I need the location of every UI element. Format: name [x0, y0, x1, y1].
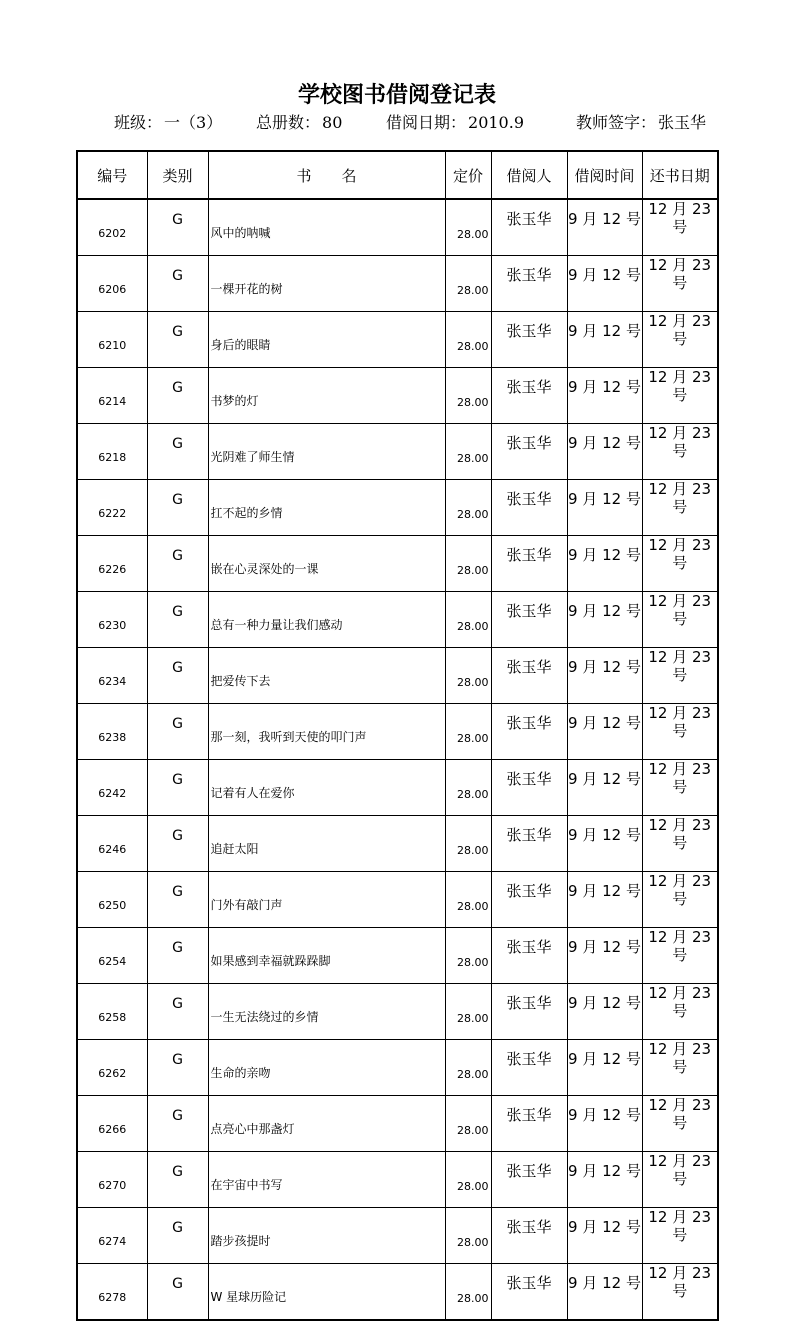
- book-id: 6226: [77, 536, 147, 592]
- book-title: 那一刻，我听到天使的叩门声: [208, 704, 445, 760]
- table-row: [77, 928, 718, 984]
- borrower-name: 张玉华: [491, 1208, 567, 1264]
- header-book-title: 书 名: [208, 151, 445, 199]
- book-title: 风中的呐喊: [208, 199, 445, 256]
- borrower-name: 张玉华: [491, 928, 567, 984]
- book-price: 28.00: [445, 256, 491, 312]
- table-row: [77, 648, 718, 704]
- book-id: 6246: [77, 816, 147, 872]
- return-date: 12 月 23 号: [642, 1096, 718, 1152]
- book-category: G: [147, 1040, 208, 1096]
- table-row: [77, 199, 718, 256]
- book-title: 一棵开花的树: [208, 256, 445, 312]
- table-row: [77, 536, 718, 592]
- book-id: 6250: [77, 872, 147, 928]
- book-price: 28.00: [445, 1208, 491, 1264]
- book-price: 28.00: [445, 368, 491, 424]
- book-price: 28.00: [445, 704, 491, 760]
- return-date: 12 月 23 号: [642, 424, 718, 480]
- book-price: 28.00: [445, 199, 491, 256]
- return-date: 12 月 23 号: [642, 312, 718, 368]
- borrow-time: 9 月 12 号: [567, 256, 642, 312]
- book-title: 记着有人在爱你: [208, 760, 445, 816]
- count-value: 80: [322, 113, 343, 132]
- return-date: 12 月 23 号: [642, 760, 718, 816]
- book-price: 28.00: [445, 760, 491, 816]
- header-borrow-time: 借阅时间: [567, 151, 642, 199]
- table-row: [77, 368, 718, 424]
- borrower-name: 张玉华: [491, 592, 567, 648]
- borrow-time: 9 月 12 号: [567, 312, 642, 368]
- borrower-name: 张玉华: [491, 1040, 567, 1096]
- book-id: 6242: [77, 760, 147, 816]
- book-title: 把爱传下去: [208, 648, 445, 704]
- book-category: G: [147, 872, 208, 928]
- book-price: 28.00: [445, 536, 491, 592]
- table-row: [77, 592, 718, 648]
- borrower-name: 张玉华: [491, 1152, 567, 1208]
- return-date: 12 月 23 号: [642, 1152, 718, 1208]
- borrower-name: 张玉华: [491, 480, 567, 536]
- book-title: 身后的眼睛: [208, 312, 445, 368]
- book-id: 6278: [77, 1264, 147, 1321]
- borrower-name: 张玉华: [491, 872, 567, 928]
- book-id: 6206: [77, 256, 147, 312]
- book-id: 6210: [77, 312, 147, 368]
- book-price: 28.00: [445, 872, 491, 928]
- book-price: 28.00: [445, 480, 491, 536]
- book-id: 6262: [77, 1040, 147, 1096]
- return-date: 12 月 23 号: [642, 928, 718, 984]
- book-category: G: [147, 312, 208, 368]
- table-row: [77, 312, 718, 368]
- book-price: 28.00: [445, 592, 491, 648]
- book-id: 6218: [77, 424, 147, 480]
- borrow-time: 9 月 12 号: [567, 199, 642, 256]
- book-title: 生命的亲吻: [208, 1040, 445, 1096]
- return-date: 12 月 23 号: [642, 704, 718, 760]
- book-price: 28.00: [445, 1152, 491, 1208]
- book-title: 光阴难了师生情: [208, 424, 445, 480]
- table-row: [77, 1152, 718, 1208]
- borrow-register-table: [76, 150, 719, 1321]
- borrow-time: 9 月 12 号: [567, 1040, 642, 1096]
- borrow-time: 9 月 12 号: [567, 480, 642, 536]
- table-row: [77, 984, 718, 1040]
- book-price: 28.00: [445, 928, 491, 984]
- borrow-time: 9 月 12 号: [567, 1264, 642, 1321]
- borrow-time: 9 月 12 号: [567, 760, 642, 816]
- borrower-name: 张玉华: [491, 312, 567, 368]
- book-category: G: [147, 480, 208, 536]
- return-date: 12 月 23 号: [642, 480, 718, 536]
- book-id: 6214: [77, 368, 147, 424]
- book-title: 总有一种力量让我们感动: [208, 592, 445, 648]
- borrower-name: 张玉华: [491, 1096, 567, 1152]
- book-category: G: [147, 816, 208, 872]
- return-date: 12 月 23 号: [642, 648, 718, 704]
- borrow-time: 9 月 12 号: [567, 368, 642, 424]
- date-info: [386, 110, 524, 133]
- borrower-name: 张玉华: [491, 1264, 567, 1321]
- book-id: 6202: [77, 199, 147, 256]
- book-title: 书梦的灯: [208, 368, 445, 424]
- borrow-time: 9 月 12 号: [567, 592, 642, 648]
- book-category: G: [147, 984, 208, 1040]
- borrower-name: 张玉华: [491, 816, 567, 872]
- book-category: G: [147, 1208, 208, 1264]
- book-title: 追赶太阳: [208, 816, 445, 872]
- borrower-name: 张玉华: [491, 760, 567, 816]
- table-row: [77, 424, 718, 480]
- book-category: G: [147, 424, 208, 480]
- book-id: 6266: [77, 1096, 147, 1152]
- borrow-time: 9 月 12 号: [567, 536, 642, 592]
- table-header-row: [77, 151, 718, 199]
- borrower-name: 张玉华: [491, 648, 567, 704]
- return-date: 12 月 23 号: [642, 368, 718, 424]
- return-date: 12 月 23 号: [642, 536, 718, 592]
- book-price: 28.00: [445, 312, 491, 368]
- return-date: 12 月 23 号: [642, 199, 718, 256]
- book-id: 6238: [77, 704, 147, 760]
- book-title: 嵌在心灵深处的一课: [208, 536, 445, 592]
- table-row: [77, 704, 718, 760]
- borrow-time: 9 月 12 号: [567, 1152, 642, 1208]
- table-row: [77, 872, 718, 928]
- book-category: G: [147, 760, 208, 816]
- book-title: 一生无法绕过的乡情: [208, 984, 445, 1040]
- borrow-time: 9 月 12 号: [567, 1208, 642, 1264]
- borrow-time: 9 月 12 号: [567, 1096, 642, 1152]
- book-category: G: [147, 1152, 208, 1208]
- borrow-time: 9 月 12 号: [567, 816, 642, 872]
- book-title: 如果感到幸福就跺跺脚: [208, 928, 445, 984]
- return-date: 12 月 23 号: [642, 1208, 718, 1264]
- book-category: G: [147, 928, 208, 984]
- header-price: 定价: [445, 151, 491, 199]
- book-title: 扛不起的乡情: [208, 480, 445, 536]
- count-label: 总册数：: [256, 113, 321, 132]
- book-id: 6274: [77, 1208, 147, 1264]
- table-row: [77, 256, 718, 312]
- book-price: 28.00: [445, 424, 491, 480]
- return-date: 12 月 23 号: [642, 816, 718, 872]
- book-category: G: [147, 536, 208, 592]
- book-id: 6258: [77, 984, 147, 1040]
- book-title: 在宇宙中书写: [208, 1152, 445, 1208]
- table-row: [77, 760, 718, 816]
- return-date: 12 月 23 号: [642, 592, 718, 648]
- date-label: 借阅日期：: [386, 113, 467, 132]
- class-label: 班级：: [114, 113, 163, 132]
- borrow-time: 9 月 12 号: [567, 928, 642, 984]
- book-category: G: [147, 256, 208, 312]
- borrower-name: 张玉华: [491, 199, 567, 256]
- book-category: G: [147, 592, 208, 648]
- book-price: 28.00: [445, 984, 491, 1040]
- table-row: [77, 816, 718, 872]
- table-row: [77, 1040, 718, 1096]
- borrow-time: 9 月 12 号: [567, 704, 642, 760]
- book-id: 6230: [77, 592, 147, 648]
- header-id: 编号: [77, 151, 147, 199]
- borrower-name: 张玉华: [491, 704, 567, 760]
- date-value: 2010.9: [468, 113, 524, 132]
- borrower-name: 张玉华: [491, 368, 567, 424]
- class-value: 一（3）: [164, 113, 223, 132]
- borrow-time: 9 月 12 号: [567, 984, 642, 1040]
- book-title: 点亮心中那盏灯: [208, 1096, 445, 1152]
- return-date: 12 月 23 号: [642, 1040, 718, 1096]
- book-title: W 星球历险记: [208, 1264, 445, 1321]
- book-price: 28.00: [445, 648, 491, 704]
- table-row: [77, 1208, 718, 1264]
- header-return-date: 还书日期: [642, 151, 718, 199]
- book-price: 28.00: [445, 1040, 491, 1096]
- borrower-name: 张玉华: [491, 984, 567, 1040]
- book-category: G: [147, 1264, 208, 1321]
- borrower-name: 张玉华: [491, 424, 567, 480]
- teacher-label: 教师签字：: [576, 113, 657, 132]
- book-id: 6234: [77, 648, 147, 704]
- borrow-time: 9 月 12 号: [567, 872, 642, 928]
- count-info: [256, 110, 342, 133]
- book-id: 6222: [77, 480, 147, 536]
- teacher-value: 张玉华: [658, 113, 707, 132]
- return-date: 12 月 23 号: [642, 984, 718, 1040]
- class-info: [114, 110, 222, 133]
- book-category: G: [147, 199, 208, 256]
- book-title: 踏步孩提时: [208, 1208, 445, 1264]
- table-row: [77, 1096, 718, 1152]
- book-category: G: [147, 648, 208, 704]
- return-date: 12 月 23 号: [642, 256, 718, 312]
- header-borrower: 借阅人: [491, 151, 567, 199]
- borrow-time: 9 月 12 号: [567, 424, 642, 480]
- book-title: 门外有敲门声: [208, 872, 445, 928]
- teacher-info: [576, 110, 706, 133]
- book-category: G: [147, 368, 208, 424]
- borrower-name: 张玉华: [491, 256, 567, 312]
- page-title: 学校图书借阅登记表: [297, 82, 496, 108]
- return-date: 12 月 23 号: [642, 1264, 718, 1321]
- book-id: 6254: [77, 928, 147, 984]
- book-price: 28.00: [445, 1264, 491, 1321]
- book-category: G: [147, 704, 208, 760]
- return-date: 12 月 23 号: [642, 872, 718, 928]
- book-category: G: [147, 1096, 208, 1152]
- borrow-time: 9 月 12 号: [567, 648, 642, 704]
- book-id: 6270: [77, 1152, 147, 1208]
- table-row: [77, 1264, 718, 1321]
- table-row: [77, 480, 718, 536]
- book-price: 28.00: [445, 1096, 491, 1152]
- borrower-name: 张玉华: [491, 536, 567, 592]
- header-category: 类别: [147, 151, 208, 199]
- book-price: 28.00: [445, 816, 491, 872]
